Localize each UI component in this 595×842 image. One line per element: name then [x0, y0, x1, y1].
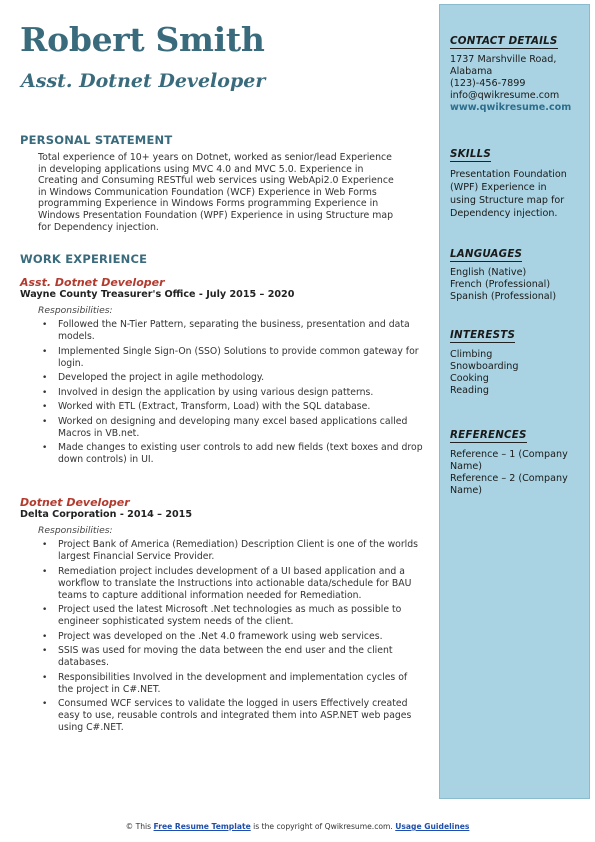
job-title: Dotnet Developer: [20, 496, 130, 509]
statement-line: programming Experience in Windows Forms programming Experience in: [38, 198, 379, 210]
list-item: • Developed the project in agile methodology.: [56, 372, 425, 384]
list-item: Name): [450, 461, 483, 472]
list-item: Reference – 2 (Company: [450, 473, 568, 484]
list-item: French (Professional): [450, 279, 551, 290]
personal-statement-heading: PERSONAL STATEMENT: [20, 133, 173, 147]
candidate-name: Robert Smith: [20, 20, 265, 59]
responsibilities-label: Responsibilities:: [38, 525, 113, 536]
skills-line: using Structure map for: [450, 195, 565, 206]
job-entry-2: [20, 496, 425, 737]
references-list: [450, 449, 585, 497]
list-item: • SSIS was used for moving the data between the end user and the client databases.: [56, 645, 425, 669]
statement-line: in developing applications using MVC 4.0 and MVC 5.0. Experience in: [38, 163, 364, 175]
responsibilities-list: [20, 319, 425, 466]
contact-heading: CONTACT DETAILS: [450, 35, 558, 47]
job-company-dates: Wayne County Treasurer's Office - July 2015 – 2020: [20, 289, 295, 300]
list-item: English (Native): [450, 267, 527, 278]
list-item: • Responsibilities Involved in the development and implementation cycles of the project in C#.NET.: [56, 672, 425, 696]
list-item: Reading: [450, 385, 489, 396]
work-experience-heading: WORK EXPERIENCE: [20, 252, 148, 266]
interests-list: [450, 349, 585, 397]
candidate-title: Asst. Dotnet Developer: [21, 70, 266, 92]
free-resume-template-link[interactable]: Free Resume Template: [153, 822, 251, 831]
phone: (123)-456-7899: [450, 78, 526, 89]
skills-line: (WPF) Experience in: [450, 182, 547, 193]
list-item: • Remediation project includes development of a UI based application and a workflow to translate the Instructions into actionable data/schedule for BAU teams to capture additional information needed for Remediation.: [56, 566, 425, 602]
contact-details: [450, 54, 585, 114]
list-item: • Implemented Single Sign-On (SSO) Solutions to provide common gateway for login.: [56, 346, 425, 370]
address-line: Alabama: [450, 66, 493, 77]
skills-line: Dependency injection.: [450, 208, 558, 219]
statement-line: Creating and Consuming RESTful web services using WebApi2.0 Experience: [38, 175, 394, 187]
list-item: Cooking: [450, 373, 489, 384]
job-company-dates: Delta Corporation - 2014 – 2015: [20, 509, 193, 520]
skills-heading: SKILLS: [450, 148, 491, 160]
website-link[interactable]: www.qwikresume.com: [450, 102, 572, 113]
list-item: Climbing: [450, 349, 493, 360]
list-item: • Project was developed on the .Net 4.0 framework using web services.: [56, 631, 425, 643]
list-item: Reference – 1 (Company: [450, 449, 568, 460]
interests-heading: INTERESTS: [450, 329, 516, 341]
responsibilities-label: Responsibilities:: [38, 305, 113, 316]
list-item: • Consumed WCF services to validate the logged in users Effectively created easy to use, reusable controls and integrated them into ASP.NET web pages using C#.NET.: [56, 698, 425, 734]
list-item: Spanish (Professional): [450, 291, 557, 302]
list-item: • Worked on designing and developing many excel based applications called Macros in VB.net.: [56, 416, 425, 440]
statement-line: in Windows Communication Foundation (WCF) Experience in Web Forms: [38, 186, 377, 198]
copyright-prefix: © This: [125, 822, 154, 831]
skills-text: [450, 168, 585, 220]
statement-line: Windows Presentation Foundation (WPF) Experience in using Structure map: [38, 209, 394, 221]
email[interactable]: info@qwikresume.com: [450, 90, 560, 101]
list-item: • Project used the latest Microsoft .Net technologies as much as possible to engineer sophisticated system needs of the client.: [56, 604, 425, 628]
address-line: 1737 Marshville Road,: [450, 54, 557, 65]
usage-guidelines-link[interactable]: Usage Guidelines: [395, 822, 470, 831]
list-item: • Worked with ETL (Extract, Transform, Load) with the SQL database.: [56, 401, 425, 413]
statement-line: Total experience of 10+ years on Dotnet, worked as senior/lead Experience: [38, 152, 392, 163]
skills-line: Presentation Foundation: [450, 169, 567, 180]
statement-line: for Dependency injection.: [38, 221, 159, 233]
copyright-middle: is the copyright of Qwikresume.com.: [250, 822, 396, 831]
job-title: Asst. Dotnet Developer: [20, 276, 165, 289]
list-item: • Followed the N-Tier Pattern, separating the business, presentation and data models.: [56, 319, 425, 343]
responsibilities-list: [20, 539, 425, 734]
footer: [0, 822, 595, 831]
list-item: • Project Bank of America (Remediation) Description Client is one of the worlds largest Financial Service Provider.: [56, 539, 425, 563]
sidebar: [439, 4, 590, 799]
list-item: Name): [450, 485, 483, 496]
job-entry-1: [20, 276, 425, 469]
personal-statement-text: [38, 152, 420, 233]
list-item: Snowboarding: [450, 361, 519, 372]
languages-list: [450, 267, 585, 303]
list-item: • Made changes to existing user controls to add new fields (text boxes and drop down controls) in UI.: [56, 442, 425, 466]
references-heading: REFERENCES: [450, 429, 527, 441]
list-item: • Involved in design the application by using various design patterns.: [56, 387, 425, 399]
languages-heading: LANGUAGES: [450, 248, 523, 260]
